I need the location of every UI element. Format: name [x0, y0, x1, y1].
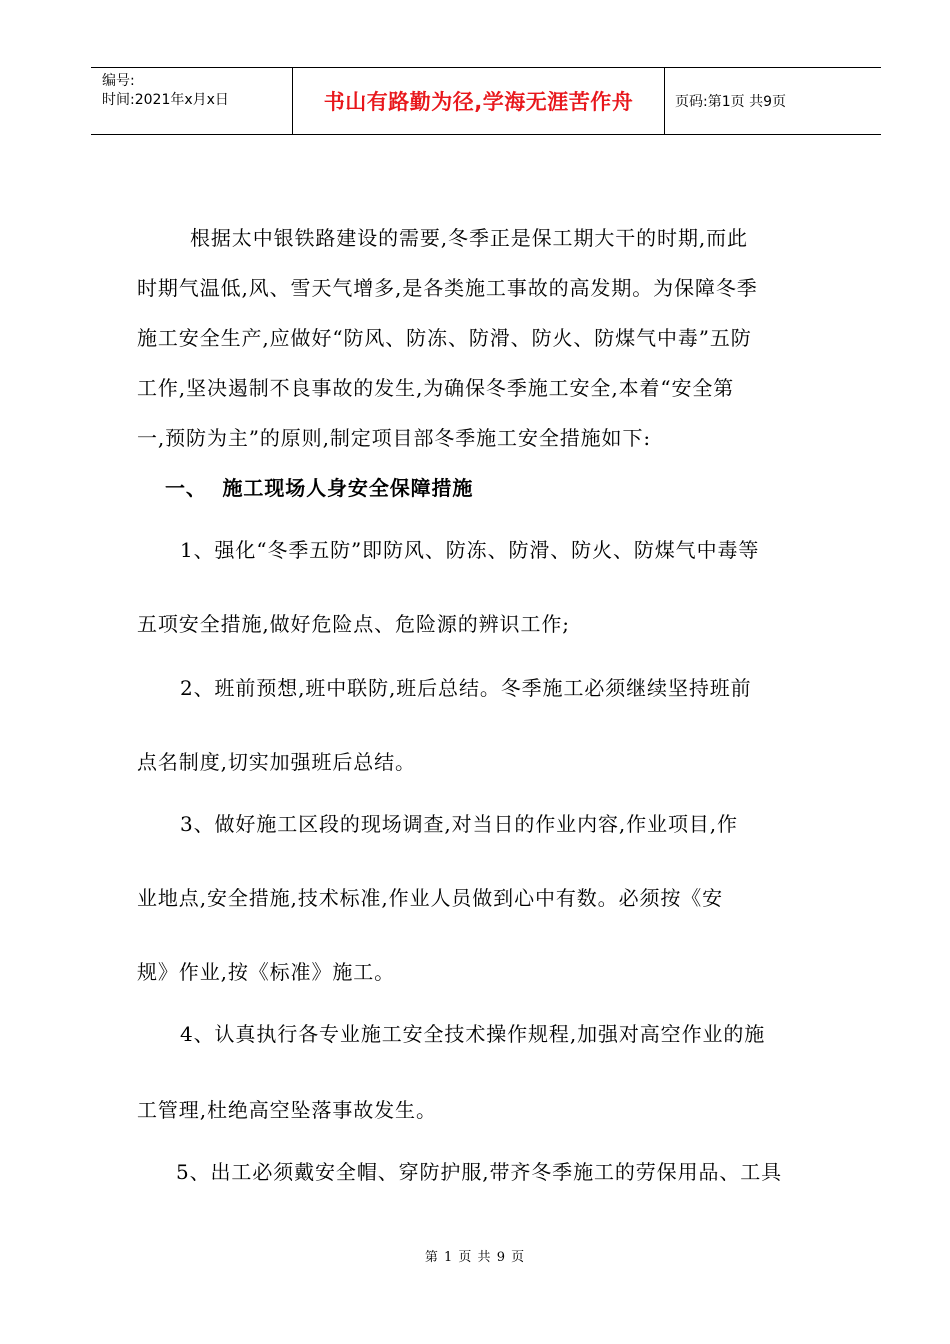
paragraph1-line1: 根据太中银铁路建设的需要,冬季正是保工期大干的时期,而此 — [190, 226, 748, 250]
document-header — [91, 67, 881, 135]
item3-line1: 3、做好施工区段的现场调查,对当日的作业内容,作业项目,作 — [180, 812, 738, 836]
page-footer: 第 1 页 共 9 页 — [424, 1250, 526, 1265]
time-label: 时间:2021年x月x日 — [102, 92, 229, 108]
item3-line3: 规》作业,按《标准》施工。 — [137, 960, 396, 984]
paragraph1-line5: 一,预防为主”的原则,制定项目部冬季施工安全措施如下: — [137, 426, 651, 450]
item2-line1: 2、班前预想,班中联防,班后总结。冬季施工必须继续坚持班前 — [180, 676, 752, 700]
paragraph1-line2: 时期气温低,风、雪天气增多,是各类施工事故的高发期。为保障冬季 — [137, 276, 758, 300]
item1-line1: 1、强化“冬季五防”即防风、防冻、防滑、防火、防煤气中毒等 — [180, 538, 760, 562]
header-motto: 书山有路勤为径,学海无涯苦作舟 — [293, 68, 665, 134]
item1-line2: 五项安全措施,做好危险点、危险源的辨识工作; — [137, 612, 570, 636]
item2-line2: 点名制度,切实加强班后总结。 — [137, 750, 416, 774]
code-label: 编号: — [102, 73, 135, 89]
header-meta — [91, 68, 293, 134]
paragraph1-line3: 施工安全生产,应做好“防风、防冻、防滑、防火、防煤气中毒”五防 — [137, 326, 752, 350]
item5-line1: 5、出工必须戴安全帽、穿防护服,带齐冬季施工的劳保用品、工具 — [176, 1160, 783, 1184]
item3-line2: 业地点,安全措施,技术标准,作业人员做到心中有数。必须按《安 — [137, 886, 724, 910]
item4-line1: 4、认真执行各专业施工安全技术操作规程,加强对高空作业的施 — [180, 1022, 766, 1046]
paragraph1-line4: 工作,坚决遏制不良事故的发生,为确保冬季施工安全,本着“安全第 — [137, 376, 735, 400]
section-heading: 一、 施工现场人身安全保障措施 — [165, 476, 474, 500]
item4-line2: 工管理,杜绝高空坠落事故发生。 — [137, 1098, 437, 1122]
header-page-info: 页码:第1页 共9页 — [675, 94, 786, 110]
